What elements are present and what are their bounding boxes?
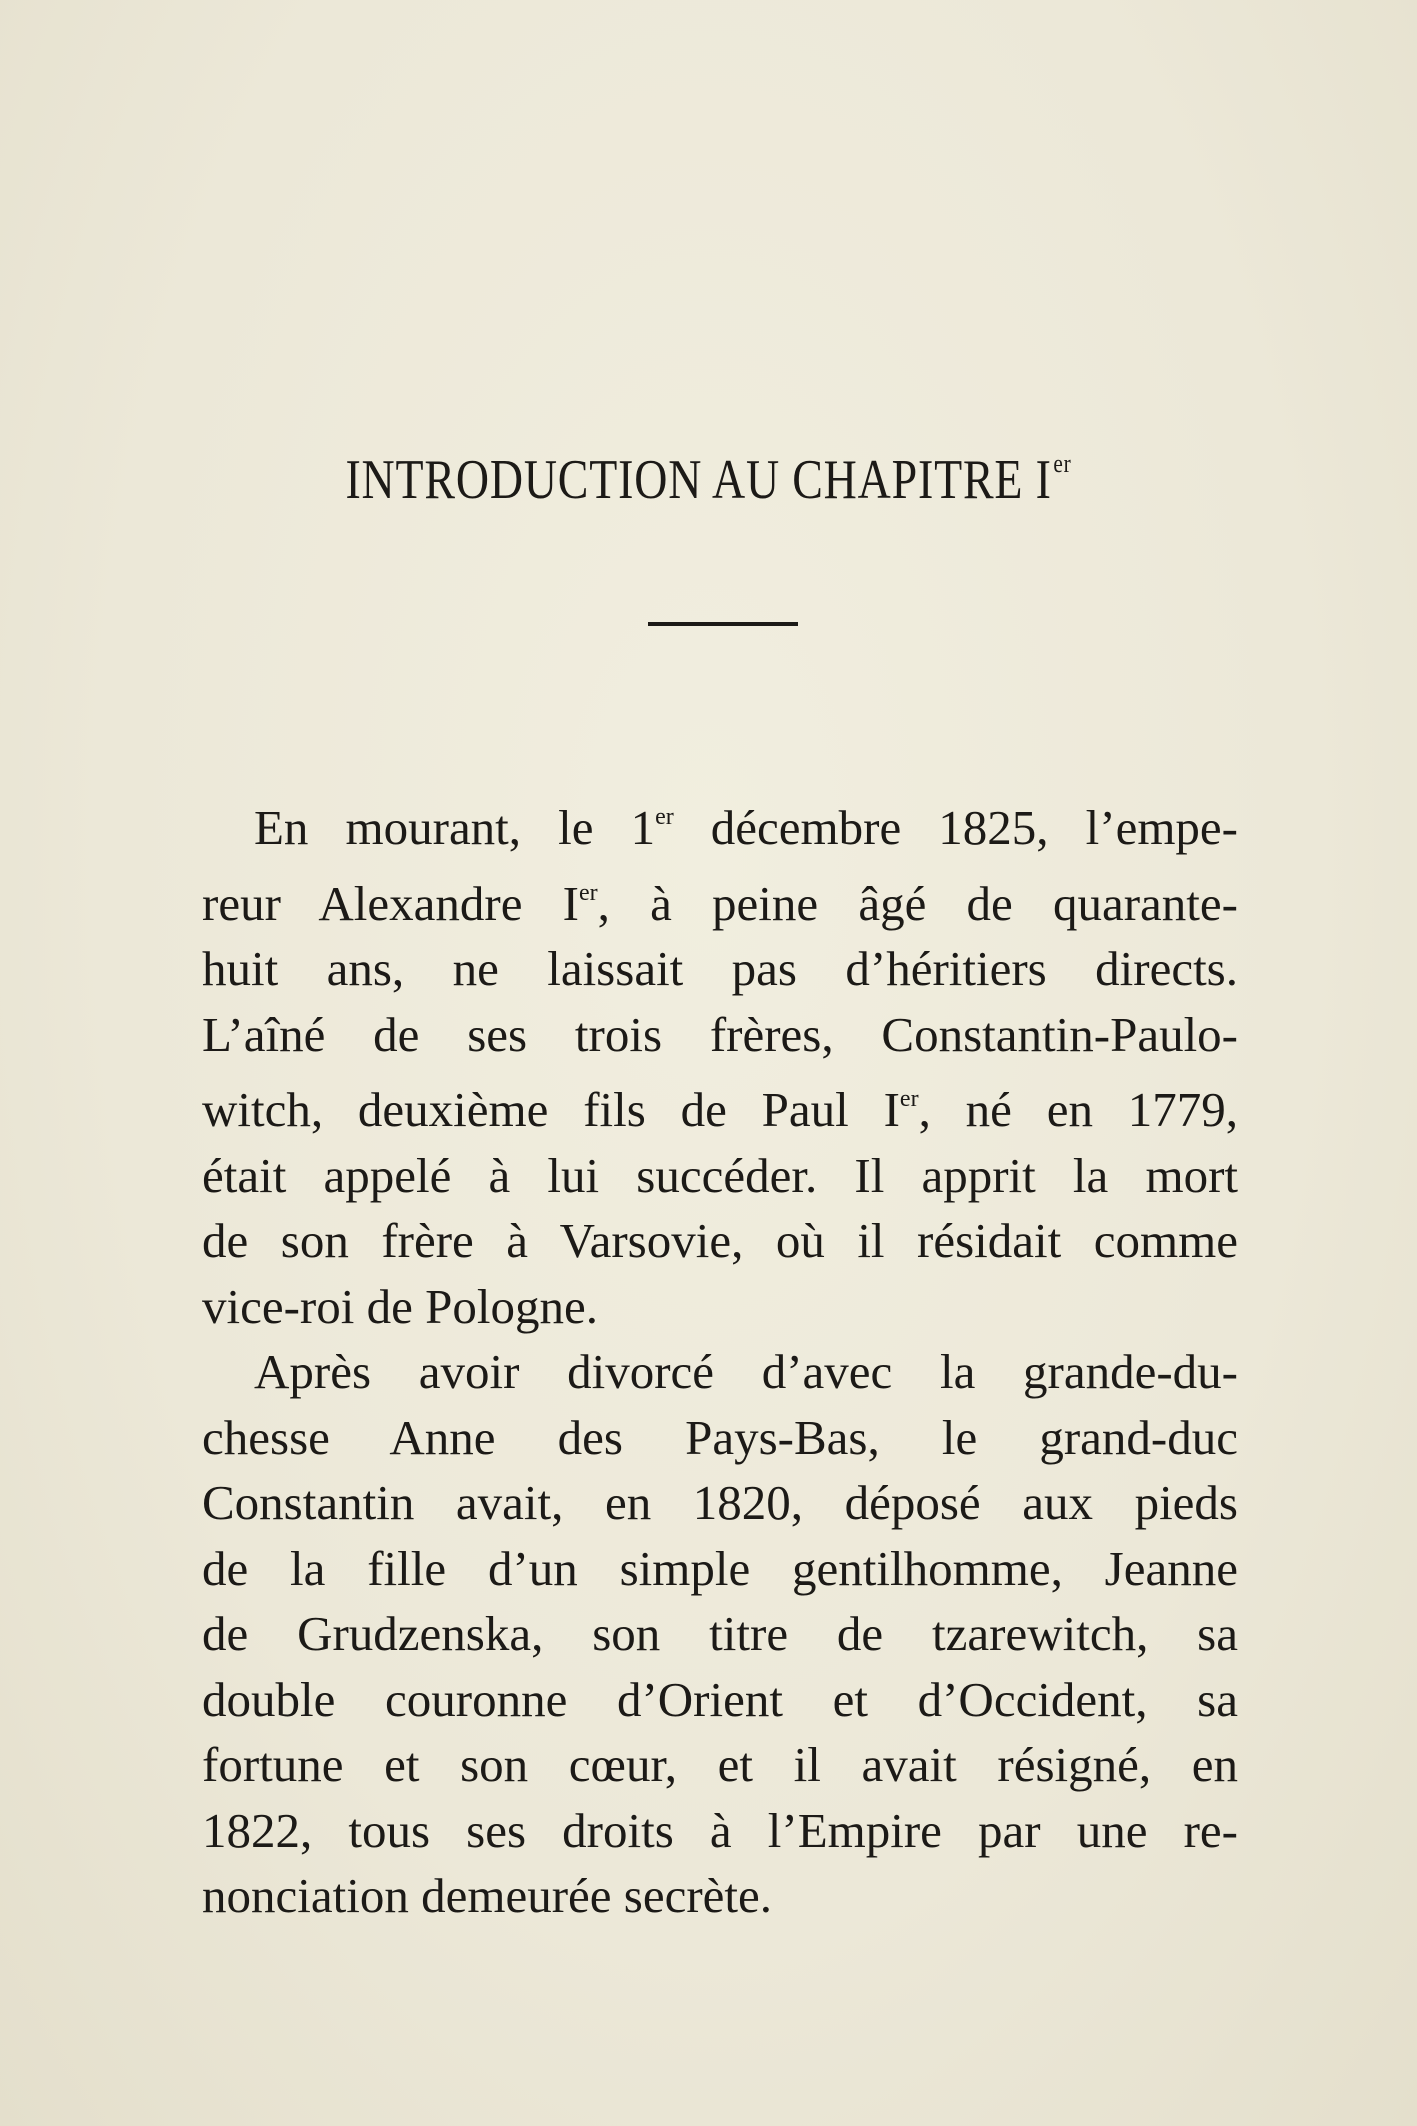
- text-span: , à peine âgé de quarante-: [597, 875, 1238, 931]
- text-line: L’aîné de ses trois frères, Constantin-Paulo-: [202, 1006, 1238, 1062]
- chapter-heading-superscript: er: [1053, 449, 1072, 478]
- text-span: witch, deuxième fils de Paul I: [202, 1082, 900, 1137]
- text-line: de son frère à Varsovie, où il résidait comme: [202, 1213, 1238, 1268]
- superscript: er: [899, 1086, 919, 1112]
- chapter-heading: [128, 448, 1290, 512]
- chapter-heading-text: INTRODUCTION AU CHAPITRE I: [345, 449, 1052, 511]
- superscript: er: [578, 879, 598, 906]
- text-span: reur Alexandre I: [202, 875, 579, 931]
- text-line: [202, 1067, 1238, 1143]
- text-line: nonciation demeurée secrète.: [202, 1868, 773, 1923]
- text-line: huit ans, ne laissait pas d’héritiers directs.: [202, 941, 1238, 996]
- body-text: [202, 785, 1238, 1929]
- paragraph-2: [202, 1339, 1238, 1929]
- text-line: de Grudzenska, son titre de tzarewitch, sa: [202, 1606, 1238, 1661]
- paragraph-1: [202, 785, 1238, 1339]
- heading-divider: [648, 622, 798, 626]
- superscript: er: [655, 804, 674, 830]
- text-line: chesse Anne des Pays-Bas, le grand-duc: [202, 1409, 1238, 1465]
- text-line: fortune et son cœur, et il avait résigné, en: [202, 1737, 1238, 1792]
- text-line: 1822, tous ses droits à l’Empire par une re-: [202, 1802, 1238, 1858]
- text-line: était appelé à lui succéder. Il apprit la mort: [202, 1147, 1238, 1203]
- text-span: décembre 1825, l’empe-: [673, 800, 1238, 855]
- text-line: vice-roi de Pologne.: [202, 1278, 598, 1334]
- text-line: Constantin avait, en 1820, déposé aux pieds: [202, 1475, 1238, 1530]
- text-line: [202, 861, 1238, 937]
- text-line: double couronne d’Orient et d’Occident, sa: [202, 1671, 1238, 1727]
- text-span: , né en 1779,: [918, 1082, 1238, 1137]
- text-line: de la fille d’un simple gentilhomme, Jeanne: [202, 1540, 1238, 1596]
- text-line: Après avoir divorcé d’avec la grande-du-: [254, 1344, 1238, 1399]
- text-span: En mourant, le 1: [254, 800, 656, 855]
- text-line: [202, 785, 1238, 861]
